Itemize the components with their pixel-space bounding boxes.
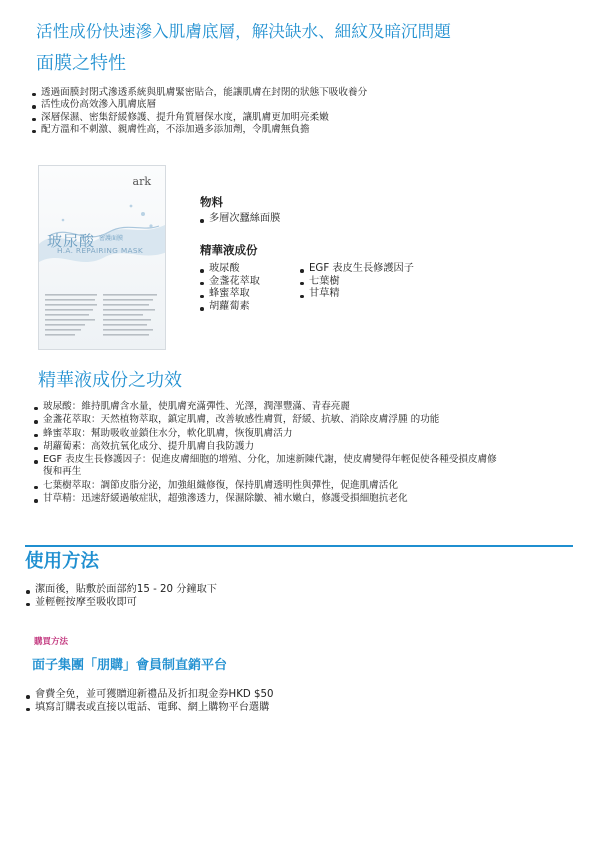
list-item: 蜂蜜萃取 (200, 288, 300, 301)
list-item: 玻尿酸 (200, 263, 300, 276)
headline: 活性成份快速滲入肌膚底層，解決缺水、細紋及暗沉問題 (36, 22, 451, 41)
list-item: 潔面後，貼敷於面部約15 - 20 分鐘取下 (26, 584, 426, 597)
usage-title: 使用方法 (25, 551, 100, 572)
efficacy-title: 精華液成份之功效 (38, 370, 182, 391)
product-subname: 密護面膜 (99, 235, 124, 242)
list-item: 透過面膜封閉式滲透系統與肌膚緊密貼合，能讓肌膚在封閉的狀態下吸收養分 (32, 87, 572, 99)
essence-list-col2 (300, 263, 470, 301)
list-item: 會費全免，並可獲贈迎新禮品及折扣現金券HKD $50 (26, 689, 446, 702)
list-item: 多層次蠶絲面膜 (200, 213, 400, 226)
list-item: 並輕輕按摩至吸收即可 (26, 597, 426, 610)
list-item: 胡蘿蔔素 (200, 301, 300, 314)
list-item: 甘草精：迅速舒緩過敏症狀，超強滲透力，保濕除皺、補水嫩白，修護受損細胞抗老化 (34, 493, 504, 505)
list-item: 玻尿酸：維持肌膚含水量，使肌膚充滿彈性、光澤，潤澤豐滿、青春亮麗 (34, 401, 504, 413)
material-title: 物料 (200, 195, 223, 209)
brand-logo: ark (132, 175, 151, 188)
list-item: 深層保濕、密集舒緩修護、提升角質層保水度，讓肌膚更加明亮柔嫩 (32, 112, 572, 124)
list-item: 胡蘿蔔素：高效抗氧化成分、提升肌膚自我防護力 (34, 441, 504, 453)
essence-title: 精華液成份 (200, 243, 258, 257)
purchase-list (26, 689, 446, 714)
list-item: 活性成份高效滲入肌膚底層 (32, 99, 572, 111)
efficacy-list (34, 401, 504, 505)
product-image (38, 165, 166, 350)
product-name-english: H.A. REPAIRING MASK (57, 246, 144, 255)
product-name: 玻尿酸 (47, 232, 96, 250)
list-item: 金盞花萃取：天然植物萃取，鎮定肌膚，改善敏感性膚質，舒緩、抗敏、消除皮膚浮腫 的功能 (34, 414, 504, 426)
list-item: 蜂蜜萃取：幫助吸收並鎖住水分，軟化肌膚，恢復肌膚活力 (34, 428, 504, 440)
list-item: 七葉樹萃取：調節皮脂分泌，加強組織修復，保持肌膚透明性與彈性，促進肌膚活化 (34, 480, 504, 492)
list-item: 甘草精 (300, 288, 470, 301)
material-list (200, 213, 400, 226)
usage-list (26, 584, 426, 609)
section-divider (25, 545, 573, 547)
purchase-title: 面子集團「朋購」會員制直銷平台 (32, 658, 228, 673)
list-item: 配方溫和不刺激、親膚性高，不添加過多添加劑，令肌膚無負擔 (32, 124, 572, 136)
purchase-label: 購買方法 (34, 637, 69, 647)
list-item: 七葉樹 (300, 276, 470, 289)
list-item: EGF 表皮生長修護因子 (300, 263, 470, 276)
list-item: 填寫訂購表或直接以電話、電郵、網上購物平台選購 (26, 702, 446, 715)
mask-features-title: 面膜之特性 (36, 53, 126, 74)
list-item: EGF 表皮生長修護因子：促進皮膚細胞的增殖、分化，加速新陳代謝，使皮膚變得年輕促使各種受損皮膚修復和再生 (34, 454, 504, 479)
essence-list-col1 (200, 263, 300, 313)
list-item: 金盞花萃取 (200, 276, 300, 289)
package-fine-print-graphic (45, 294, 161, 346)
mask-features-list (32, 87, 572, 136)
